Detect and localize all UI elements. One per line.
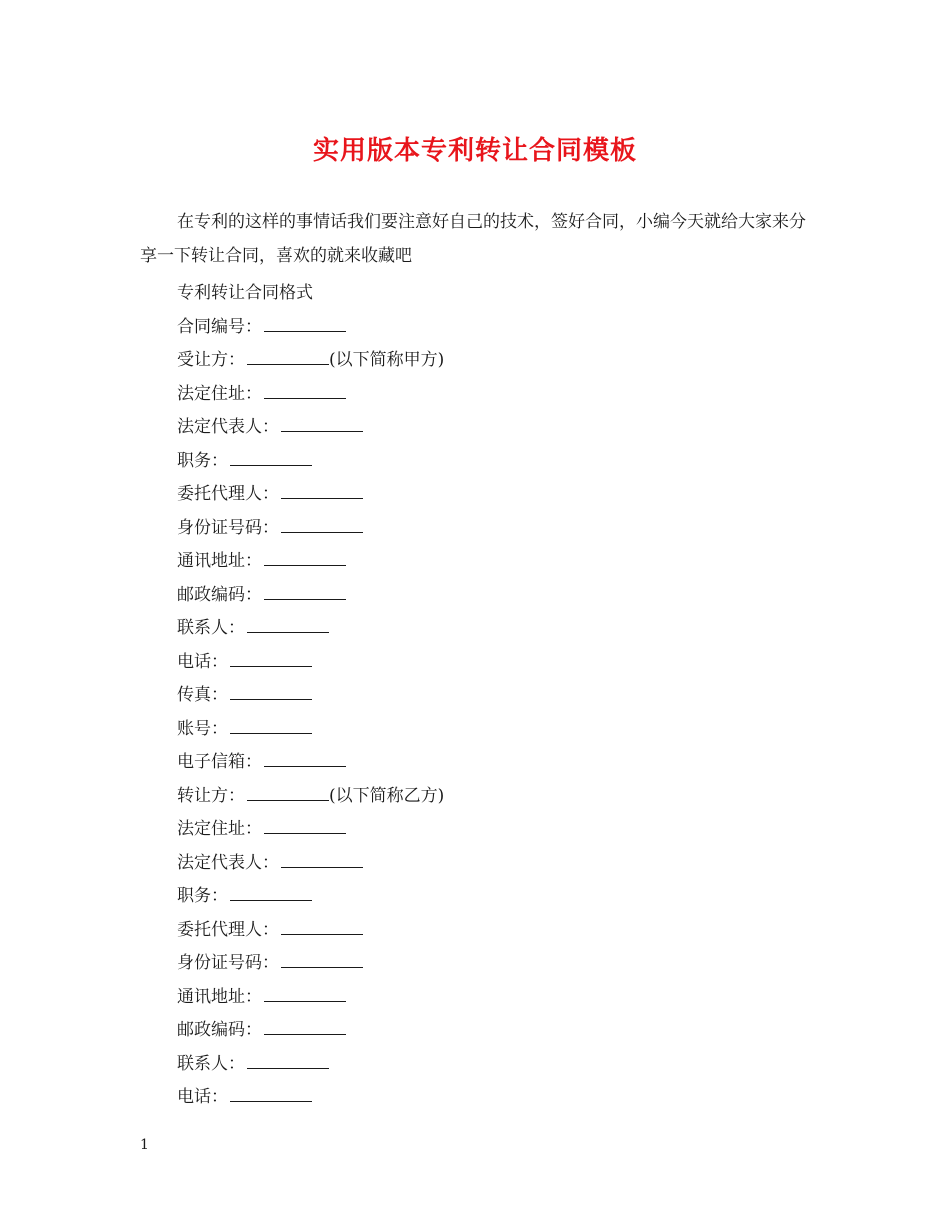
blank-line[interactable] [264, 551, 346, 566]
field-label: 法定代表人： [177, 852, 279, 873]
contract-field [177, 847, 444, 881]
field-label: 电话： [177, 651, 228, 672]
contract-field [177, 512, 444, 546]
blank-line[interactable] [230, 719, 312, 734]
blank-line[interactable] [281, 853, 363, 868]
contract-field [177, 981, 444, 1015]
contract-field [177, 579, 444, 613]
blank-line[interactable] [230, 451, 312, 466]
blank-line[interactable] [281, 953, 363, 968]
blank-line[interactable] [247, 1054, 329, 1069]
field-label: 合同编号： [177, 316, 262, 337]
contract-field [177, 746, 444, 780]
field-label: 联系人： [177, 618, 245, 638]
blank-line[interactable] [230, 886, 312, 901]
field-label: 职务： [177, 450, 228, 471]
contract-field [177, 378, 444, 412]
field-label: 受让方： [177, 350, 245, 370]
blank-line[interactable] [230, 1087, 312, 1102]
field-label: 身份证号码： [177, 953, 279, 973]
field-label: 法定代表人： [177, 417, 279, 437]
document-title: 实用版本专利转让合同模板 [312, 136, 637, 166]
page-number: 1 [140, 1137, 149, 1153]
blank-line[interactable] [230, 652, 312, 667]
field-label: 联系人： [177, 1053, 245, 1074]
blank-line[interactable] [264, 317, 346, 332]
contract-field [177, 780, 444, 814]
blank-line[interactable] [281, 920, 363, 935]
field-label: 委托代理人： [177, 484, 279, 504]
contract-field [177, 914, 444, 948]
contract-field [177, 646, 444, 680]
contract-field [177, 445, 444, 479]
section-heading: 专利转让合同格式 [177, 283, 313, 303]
contract-field [177, 545, 444, 579]
blank-line[interactable] [264, 585, 346, 600]
field-label: 账号： [177, 718, 228, 739]
field-label: 传真： [177, 685, 228, 705]
contract-field [177, 713, 444, 747]
contract-field [177, 612, 444, 646]
contract-field [177, 411, 444, 445]
field-label: 委托代理人： [177, 919, 279, 940]
blank-line[interactable] [230, 685, 312, 700]
blank-line[interactable] [281, 417, 363, 432]
contract-field [177, 1014, 444, 1048]
contract-field [177, 478, 444, 512]
blank-line[interactable] [281, 484, 363, 499]
contract-field [177, 344, 444, 378]
field-label: 转让方： [177, 785, 245, 806]
field-label: 法定住址： [177, 383, 262, 404]
field-label: 法定住址： [177, 819, 262, 839]
field-suffix: (以下简称甲方) [329, 350, 445, 370]
blank-line[interactable] [264, 1020, 346, 1035]
blank-line[interactable] [247, 618, 329, 633]
blank-line[interactable] [264, 384, 346, 399]
field-label: 电话： [177, 1087, 228, 1107]
field-suffix: (以下简称乙方) [329, 785, 445, 806]
blank-line[interactable] [247, 786, 329, 801]
field-label: 邮政编码： [177, 1020, 262, 1040]
contract-field-list [177, 277, 444, 1115]
field-label: 通讯地址： [177, 986, 262, 1007]
contract-field [177, 813, 444, 847]
contract-field [177, 311, 444, 345]
field-label: 电子信箱： [177, 752, 262, 772]
contract-field [177, 880, 444, 914]
field-label: 职务： [177, 886, 228, 906]
intro-paragraph: 在专利的这样的事情话我们要注意好自己的技术，签好合同，小编今天就给大家来分享一下转让合同，喜欢的就来收藏吧 [140, 212, 806, 266]
field-label: 邮政编码： [177, 584, 262, 605]
blank-line[interactable] [247, 350, 329, 365]
blank-line[interactable] [264, 819, 346, 834]
blank-line[interactable] [264, 987, 346, 1002]
field-label: 身份证号码： [177, 517, 279, 538]
blank-line[interactable] [281, 518, 363, 533]
contract-field [177, 1081, 444, 1115]
contract-field [177, 1048, 444, 1082]
field-label: 通讯地址： [177, 551, 262, 571]
contract-field [177, 679, 444, 713]
contract-field [177, 947, 444, 981]
blank-line[interactable] [264, 752, 346, 767]
